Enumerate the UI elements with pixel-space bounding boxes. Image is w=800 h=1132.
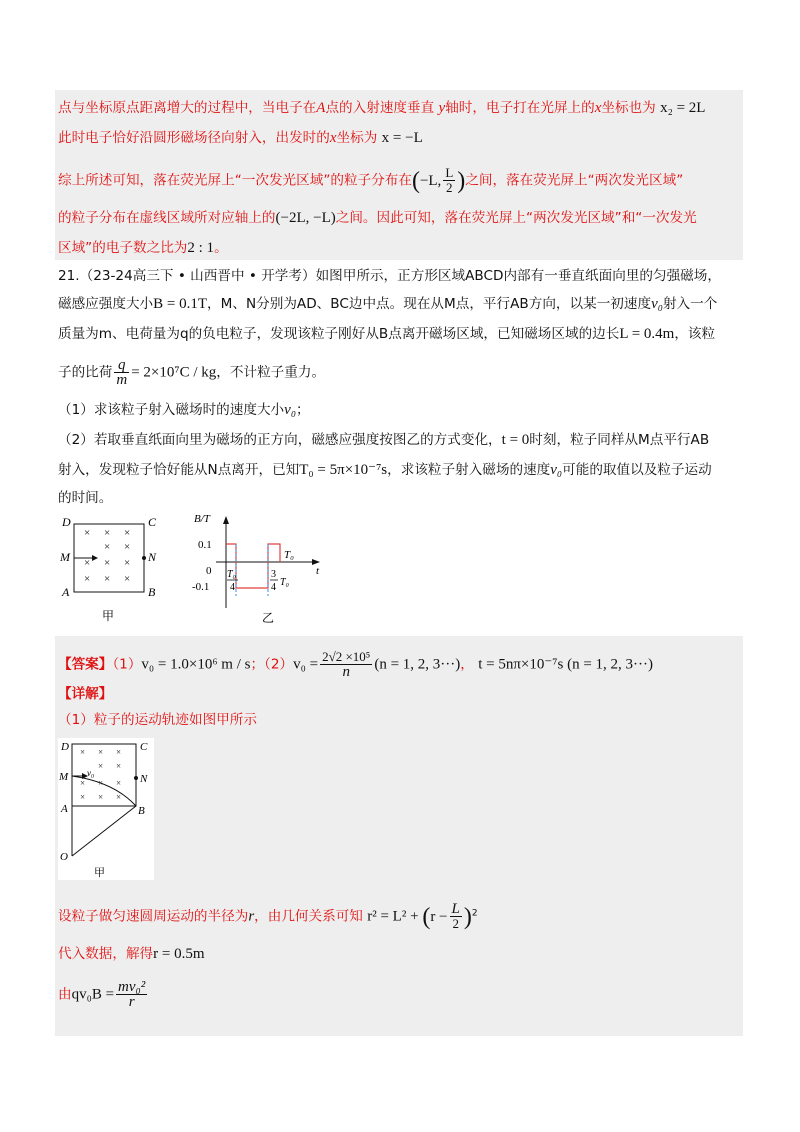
svg-text:×: × [124, 527, 131, 539]
label-C: C [148, 515, 157, 529]
question-part-2-line-2: 射入，发现粒子恰好能从N点离开，已知T₀ = 5π×10⁻⁷s，求该粒子射入磁场的速度v₀可能的取值以及粒子运动 [58, 462, 712, 478]
svg-text:×: × [116, 761, 122, 771]
velocity-arrow [92, 555, 98, 561]
answer-label: 【答案】 [58, 656, 113, 673]
svg-text:×: × [104, 527, 111, 539]
svg-text:×: × [98, 792, 104, 802]
y-axis-label: B/T [194, 513, 210, 525]
answer-2-time: t = 5nπ×10⁻⁷s (n = 1, 2, 3···) [478, 656, 654, 673]
answer-1: v₀ = 1.0×10⁶ m / s [141, 656, 251, 673]
label-T0: T₀ [284, 549, 294, 561]
frac-q3-T0: T₀ [280, 577, 290, 588]
question-part-2-line-1: （2）若取垂直纸面向里为磁场的正方向，磁感应强度按图乙的方式变化，t = 0时刻，粒子同样从M点平行AB [58, 432, 710, 448]
figure-yi [190, 510, 330, 630]
svg-text:C: C [140, 741, 148, 753]
detail-step-3: 代入数据，解得r = 0.5m [58, 946, 205, 962]
point-N [142, 556, 146, 560]
label-N: N [148, 550, 157, 564]
cont-line-2: 此时电子恰好沿圆形磁场径向射入，出发时的x坐标为 x = −L [58, 130, 423, 146]
svg-text:×: × [80, 747, 86, 757]
svg-text:×: × [124, 541, 131, 553]
detail-step-1: （1）粒子的运动轨迹如图甲所示 [58, 712, 257, 728]
svg-text:×: × [80, 778, 86, 788]
svg-text:N: N [140, 773, 148, 785]
svg-text:A: A [61, 803, 68, 815]
svg-text:D: D [61, 741, 69, 753]
label-t: t [316, 565, 320, 577]
frac-q3-num: 3 [271, 569, 276, 580]
detail-step-4: 由qv₀B = $\frac{\text{mv₀²}}{r}$ [58, 979, 146, 1010]
question-line-4: 子的比荷 $\frac{q}{m}$ = 2×10⁷C / kg，不计粒子重力。 [58, 357, 326, 388]
tick-0: 0 [206, 565, 212, 577]
label-v0: v₀ [87, 768, 95, 778]
question-number: 21. [58, 268, 80, 284]
svg-text:×: × [104, 557, 111, 569]
svg-text:×: × [98, 761, 104, 771]
label-D: D [62, 515, 71, 529]
svg-text:M: M [59, 771, 69, 783]
svg-text:×: × [84, 557, 91, 569]
svg-text:甲: 甲 [94, 867, 105, 879]
interval-2L-L: (−2L, −L) [275, 210, 336, 226]
svg-text:×: × [84, 527, 91, 539]
cont-line-5: 区域”的电子数之比为2 : 1。 [58, 240, 228, 256]
question-part-2-line-3: 的时间。 [58, 490, 113, 506]
tick-0.1: 0.1 [198, 539, 212, 551]
cont-line-3: 综上所述可知，落在荧光屏上“一次发光区域”的粒子分布在(−L, $\frac{L}{2}$ )之间，落在荧光屏上“两次发光区域” [58, 165, 684, 195]
cont-line-4: 的粒子分布在虚线区域所对应轴上的(−2L, −L)之间。因此可知，落在荧光屏上“两次发光区域”和“一次发光 [58, 210, 697, 226]
caption-yi: 乙 [262, 611, 275, 625]
frac-q1-num: T₀ [227, 569, 237, 580]
svg-text:B: B [138, 805, 145, 817]
svg-text:×: × [84, 573, 91, 585]
question-line-2: 磁感应强度大小B = 0.1T，M、N分别为AD、BC边中点。现在从M点，平行AB方向，以某一初速度v₀射入一个 [58, 296, 718, 312]
answer-shade-bottom [55, 636, 743, 1036]
svg-text:×: × [116, 792, 122, 802]
svg-text:×: × [104, 541, 111, 553]
svg-text:×: × [98, 747, 104, 757]
label-M: M [60, 550, 70, 564]
svg-text:×: × [124, 573, 131, 585]
question-part-1: （1）求该粒子射入磁场时的速度大小v₀； [58, 402, 310, 418]
equation-x-neg-L: x = −L [381, 130, 423, 146]
svg-text:×: × [80, 792, 86, 802]
detail-label: 【详解】 [58, 686, 113, 702]
detail-step-2: 设粒子做匀速圆周运动的半径为r，由几何关系可知 r² = L² + (r − $\frac{L}{2}$ )$^2$ [58, 901, 478, 931]
svg-text:×: × [116, 778, 122, 788]
answer-line: 【答案】（1）v₀ = 1.0×10⁶ m / s；（2）v₀ = $\frac{\text{2√2 ×10⁵}}{n}$ (n = 1, 2, 3···)， t = 5nπ×10⁻⁷s (n = 1, 2, 3···) [58, 649, 654, 680]
label-B: B [148, 585, 156, 599]
svg-text:×: × [116, 747, 122, 757]
svg-text:×: × [124, 557, 131, 569]
question-line-1: 21.（23-24高三下 • 山西晋中 • 开学考）如图甲所示，正方形区域ABCD内部有一垂直纸面向里的匀强磁场， [58, 268, 721, 284]
question-source: （23-24高三下 • 山西晋中 • 开学考） [79, 268, 316, 284]
svg-text:×: × [98, 778, 104, 788]
svg-text:O: O [60, 851, 68, 863]
ratio: 2 : 1 [187, 240, 215, 256]
field-crosses [84, 527, 130, 585]
tick-neg0.1: -0.1 [192, 581, 210, 593]
caption-jia: 甲 [102, 609, 115, 623]
frac-q1-den: 4 [230, 582, 235, 593]
svg-text:×: × [104, 573, 111, 585]
figure-jia [58, 514, 168, 626]
question-line-3: 质量为m、电荷量为q的负电粒子，发现该粒子刚好从B点离开磁场区域，已知磁场区域的边长L = 0.4m，该粒 [58, 326, 716, 342]
frac-q3-den: 4 [271, 582, 276, 593]
equation-x2: x₂ = 2L [660, 100, 706, 116]
cont-line-1: 点与坐标原点距离增大的过程中，当电子在A点的入射速度垂直 y轴时，电子打在光屏上的x坐标也为 x₂ = 2L [58, 100, 706, 116]
label-A: A [62, 585, 70, 599]
figure-trajectory [58, 738, 154, 880]
